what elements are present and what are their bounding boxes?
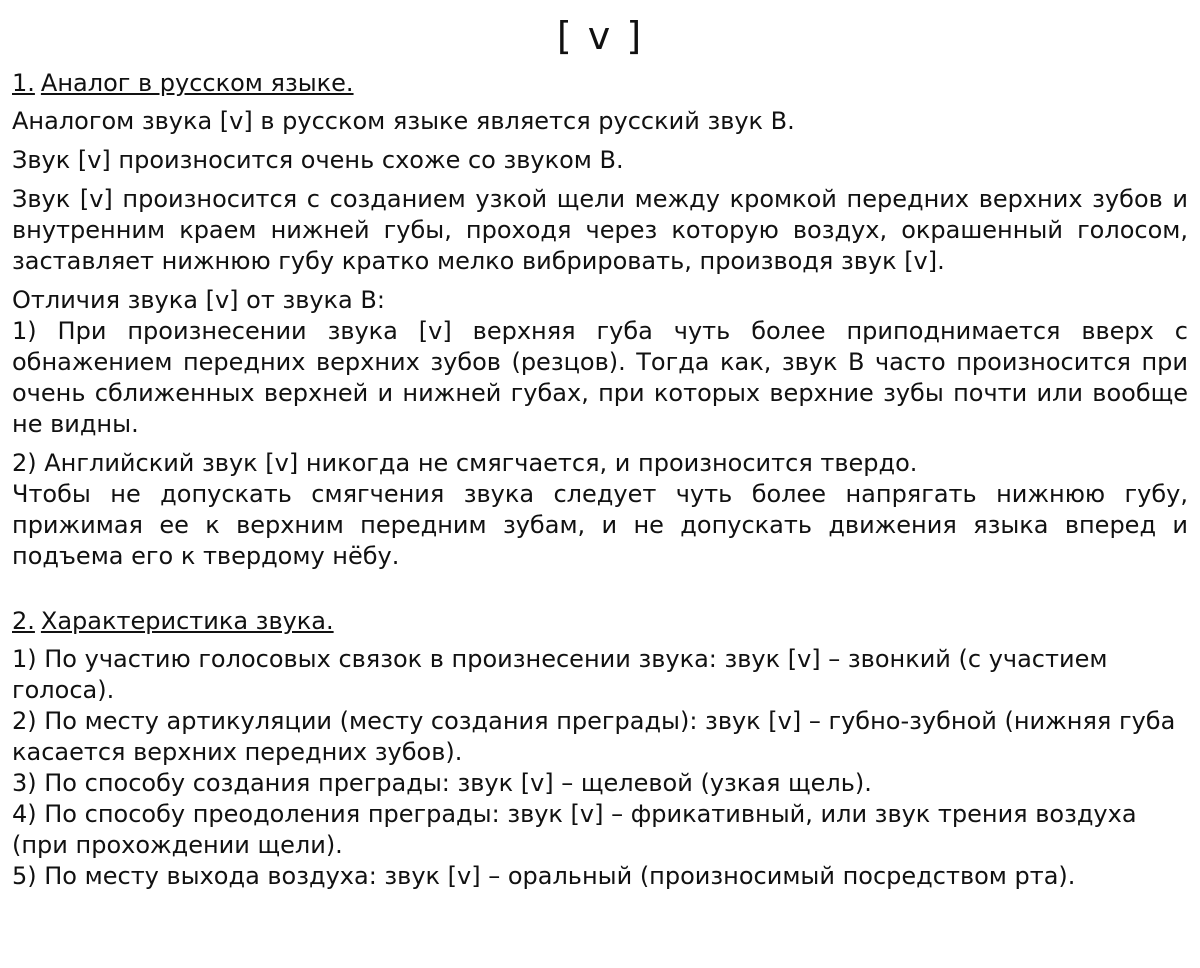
section-2-heading	[12, 606, 1188, 636]
list-item: 2) По месту артикуляции (месту создания преграды): звук [v] – губно-зубной (нижняя губа касается верхних передних зубов).	[12, 707, 1176, 766]
page-title: [ v ]	[556, 14, 644, 58]
list-item: 1) По участию голосовых связок в произнесении звука: звук [v] – звонкий (с участием голоса).	[12, 645, 1108, 704]
characteristics-list	[12, 644, 1188, 892]
section-2-number: 2.	[12, 607, 35, 635]
section-1-paragraph-1: Аналогом звука [v] в русском языке является русский звук В.	[12, 107, 795, 135]
differences-intro: Отличия звука [v] от звука В:	[12, 286, 385, 314]
difference-1: 1) При произнесении звука [v] верхняя губа чуть более приподнимается вверх с обнажением передних верхних зубов (резцов). Тогда как, звук В часто произносится при очень сближенных верхней и нижней губах, при которых верхние зубы почти или вообще не видны.	[12, 317, 1188, 438]
list-item: 4) По способу преодоления преграды: звук [v] – фрикативный, или звук трения воздуха (при прохождении щели).	[12, 800, 1137, 859]
section-1-title: Аналог в русском языке.	[40, 69, 354, 97]
list-item: 5) По месту выхода воздуха: звук [v] – оральный (произносимый посредством рта).	[12, 862, 1076, 890]
list-item: 3) По способу создания преграды: звук [v] – щелевой (узкая щель).	[12, 769, 872, 797]
section-1-paragraph-2: Звук [v] произносится очень схоже со звуком В.	[12, 146, 624, 174]
section-1-heading	[12, 68, 1188, 98]
section-1-number: 1.	[12, 69, 35, 97]
section-2-title: Характеристика звука.	[40, 607, 334, 635]
section-1-paragraph-3: Звук [v] произносится с созданием узкой щели между кромкой передних верхних зубов и внутренним краем нижней губы, проходя через которую воздух, окрашенный голосом, заставляет нижнюю губу кратко мелко вибрировать, производя звук [v].	[12, 185, 1188, 275]
difference-2-note: Чтобы не допускать смягчения звука следует чуть более напрягать нижнюю губу, прижимая ее к верхним передним зубам, и не допускать движения языка вперед и подъема его к твердому нёбу.	[12, 480, 1188, 570]
difference-2: 2) Английский звук [v] никогда не смягчается, и произносится твердо.	[12, 449, 918, 477]
